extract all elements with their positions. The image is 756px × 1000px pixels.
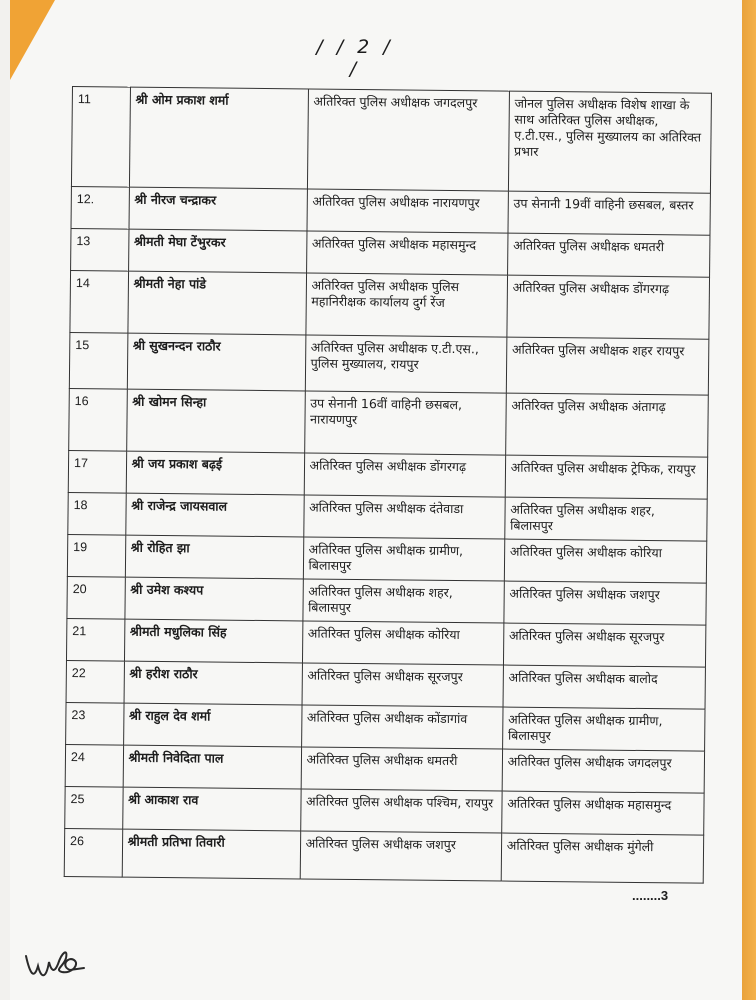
serial-number-cell: 20 <box>67 576 125 619</box>
serial-number-cell: 25 <box>65 786 123 829</box>
table-row <box>64 828 703 883</box>
new-posting-cell: अतिरिक्त पुलिस अधीक्षक जगदलपुर <box>502 749 705 793</box>
officer-name-cell: श्री सुखनन्दन राठौर <box>127 333 306 391</box>
table-row <box>68 450 707 499</box>
new-posting-cell: अतिरिक्त पुलिस अधीक्षक कोरिया <box>504 539 707 583</box>
current-posting-cell: अतिरिक्त पुलिस अधीक्षक धमतरी <box>301 747 503 791</box>
table-row <box>70 270 710 339</box>
officer-name-cell: श्री ओम प्रकाश शर्मा <box>129 87 308 189</box>
serial-number-cell: 21 <box>66 618 124 661</box>
table-row <box>66 660 705 709</box>
officer-name-cell: श्रीमती निवेदिता पाल <box>123 745 301 789</box>
officer-name-cell: श्री उमेश कश्यप <box>125 577 303 621</box>
officer-name-cell: श्री खोमन सिन्हा <box>126 389 305 453</box>
serial-number-cell: 14 <box>70 270 128 333</box>
serial-number-cell: 26 <box>64 828 122 877</box>
officer-name-cell: श्री जय प्रकाश बढ़ई <box>126 451 304 495</box>
officer-name-cell: श्रीमती मेघा टेंभुरकर <box>128 229 306 273</box>
serial-number-cell: 15 <box>69 332 127 389</box>
new-posting-cell: अतिरिक्त पुलिस अधीक्षक मुंगेली <box>501 833 704 883</box>
table-row <box>65 744 704 793</box>
table-row <box>69 388 709 457</box>
current-posting-cell: अतिरिक्त पुलिस अधीक्षक नारायणपुर <box>307 189 509 233</box>
document-page <box>10 0 746 1000</box>
table-row <box>65 786 704 835</box>
page-corner-shadow <box>10 0 55 80</box>
new-posting-cell: जोनल पुलिस अधीक्षक विशेष शाखा के साथ अतिरिक्त पुलिस अधीक्षक, ए.टी.एस., पुलिस मुख्यालय का अतिरिक्त प्रभार <box>508 91 711 193</box>
serial-number-cell: 23 <box>66 702 124 745</box>
table-row <box>66 618 705 667</box>
current-posting-cell: अतिरिक्त पुलिस अधीक्षक जगदलपुर <box>307 89 509 191</box>
continuation-marker: ........3 <box>632 888 669 903</box>
current-posting-cell: उप सेनानी 16वीं वाहिनी छसबल, नारायणपुर <box>304 391 506 455</box>
current-posting-cell: अतिरिक्त पुलिस अधीक्षक पश्चिम, रायपुर <box>300 789 502 833</box>
new-posting-cell: अतिरिक्त पुलिस अधीक्षक ग्रामीण, बिलासपुर <box>502 707 705 751</box>
serial-number-cell: 16 <box>69 388 127 451</box>
serial-number-cell: 19 <box>67 534 125 577</box>
current-posting-cell: अतिरिक्त पुलिस अधीक्षक कोंडागांव <box>301 705 503 749</box>
officer-name-cell: श्री राजेन्द्र जायसवाल <box>125 493 303 537</box>
table-row <box>69 332 709 395</box>
table-row <box>71 87 711 194</box>
serial-number-cell: 18 <box>68 492 126 535</box>
officer-name-cell: श्री आकाश राव <box>122 787 300 831</box>
table-row <box>66 702 705 751</box>
transfer-table-body <box>64 87 711 884</box>
new-posting-cell: अतिरिक्त पुलिस अधीक्षक धमतरी <box>507 233 710 277</box>
current-posting-cell: अतिरिक्त पुलिस अधीक्षक महासमुन्द <box>306 231 508 275</box>
officer-name-cell: श्रीमती मधुलिका सिंह <box>124 619 302 663</box>
new-posting-cell: अतिरिक्त पुलिस अधीक्षक महासमुन्द <box>501 791 704 835</box>
officer-name-cell: श्री रोहित झा <box>125 535 303 579</box>
new-posting-cell: अतिरिक्त पुलिस अधीक्षक सूरजपुर <box>503 623 706 667</box>
current-posting-cell: अतिरिक्त पुलिस अधीक्षक ए.टी.एस., पुलिस मुख्यालय, रायपुर <box>305 335 507 393</box>
serial-number-cell: 12. <box>71 186 129 229</box>
table-row <box>67 576 706 625</box>
current-posting-cell: अतिरिक्त पुलिस अधीक्षक सूरजपुर <box>302 663 504 707</box>
officer-name-cell: श्री नीरज चन्द्राकर <box>129 187 307 231</box>
table-row <box>68 492 707 541</box>
new-posting-cell: अतिरिक्त पुलिस अधीक्षक डोंगरगढ़ <box>507 275 710 339</box>
page-number: / / 2 / / <box>316 36 394 80</box>
current-posting-cell: अतिरिक्त पुलिस अधीक्षक ग्रामीण, बिलासपुर <box>303 537 505 581</box>
current-posting-cell: अतिरिक्त पुलिस अधीक्षक शहर, बिलासपुर <box>302 579 504 623</box>
table-row <box>71 186 710 235</box>
table-row <box>67 534 706 583</box>
serial-number-cell: 17 <box>68 450 126 493</box>
serial-number-cell: 11 <box>71 87 130 188</box>
officer-name-cell: श्री राहुल देव शर्मा <box>123 703 301 747</box>
current-posting-cell: अतिरिक्त पुलिस अधीक्षक दंतेवाडा <box>303 495 505 539</box>
new-posting-cell: अतिरिक्त पुलिस अधीक्षक जशपुर <box>504 581 707 625</box>
officer-name-cell: श्रीमती नेहा पांडे <box>128 271 307 335</box>
new-posting-cell: अतिरिक्त पुलिस अधीक्षक ट्रेफिक, रायपुर <box>505 455 708 499</box>
serial-number-cell: 13 <box>71 228 129 271</box>
serial-number-cell: 24 <box>65 744 123 787</box>
serial-number-cell: 22 <box>66 660 124 703</box>
current-posting-cell: अतिरिक्त पुलिस अधीक्षक पुलिस महानिरीक्षक कार्यालय दुर्ग रेंज <box>305 273 507 337</box>
new-posting-cell: अतिरिक्त पुलिस अधीक्षक अंतागढ़ <box>505 393 708 457</box>
signature <box>24 940 86 984</box>
current-posting-cell: अतिरिक्त पुलिस अधीक्षक कोरिया <box>302 621 504 665</box>
new-posting-cell: अतिरिक्त पुलिस अधीक्षक शहर रायपुर <box>506 337 709 395</box>
current-posting-cell: अतिरिक्त पुलिस अधीक्षक जशपुर <box>300 831 502 881</box>
new-posting-cell: उप सेनानी 19वीं वाहिनी छसबल, बस्तर <box>508 191 711 235</box>
transfer-table <box>64 86 712 884</box>
officer-name-cell: श्रीमती प्रतिभा तिवारी <box>122 829 300 879</box>
table-row <box>71 228 710 277</box>
officer-name-cell: श्री हरीश राठौर <box>124 661 302 705</box>
new-posting-cell: अतिरिक्त पुलिस अधीक्षक बालोद <box>503 665 706 709</box>
page-edge <box>742 0 756 1000</box>
current-posting-cell: अतिरिक्त पुलिस अधीक्षक डोंगरगढ़ <box>304 453 506 497</box>
new-posting-cell: अतिरिक्त पुलिस अधीक्षक शहर, बिलासपुर <box>505 497 708 541</box>
